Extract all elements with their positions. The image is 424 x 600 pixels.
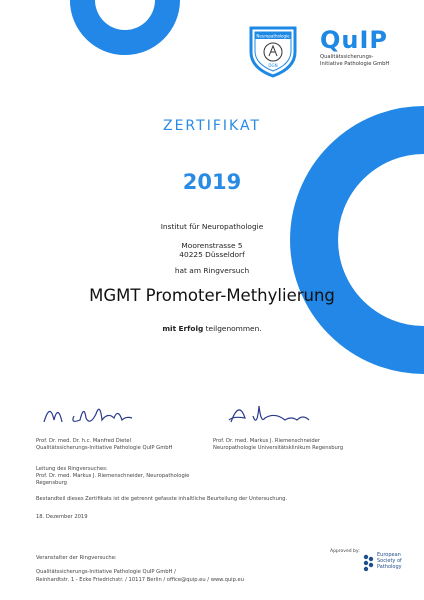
signature-left-caption xyxy=(36,438,172,452)
institute-city: 40225 Düsseldorf xyxy=(179,250,245,259)
organizer-block xyxy=(36,554,244,584)
seal-top-text: Neuropathologie xyxy=(256,33,290,39)
signature-riemenschneider xyxy=(225,398,335,434)
quip-logo-word: QuIP xyxy=(320,26,389,54)
organizer-line1: Qualitätssicherungs-Initiative Pathologie QuIP GmbH / xyxy=(36,569,176,575)
seal-bottom-text: DGN xyxy=(268,63,278,68)
certificate-note: Bestandteil dieses Zertifikats ist die getrennt gefasste inhaltliche Beurteilung der Untersuchung. xyxy=(36,496,288,502)
signature-dietel xyxy=(40,398,150,434)
quip-logo-subtitle xyxy=(320,54,412,67)
institute-street: Moorenstrasse 5 xyxy=(181,241,243,250)
lead-heading: Leitung des Ringversuches: xyxy=(36,466,108,472)
organizer-line2: Reinhardtstr. 1 - Ecke Friedrichstr. / 10117 Berlin / office@quip.eu / www.quip.eu xyxy=(36,577,245,583)
result-bold: Erfolg xyxy=(178,324,204,333)
lead-line1: Prof. Dr. med. Markus J. Riemenschneider, Neuropathologie xyxy=(36,473,190,479)
quip-sub-line2: Initiative Pathologie GmbH xyxy=(320,60,390,67)
lead-block xyxy=(36,466,189,487)
certificate-year: 2019 xyxy=(182,170,242,194)
result-line xyxy=(0,324,424,333)
organizer-heading: Veranstalter der Ringversuche: xyxy=(36,555,117,561)
signature-right-caption xyxy=(213,438,343,452)
result-suffix: teilgenommen. xyxy=(205,324,262,333)
neuropathology-seal-icon xyxy=(245,22,301,78)
signer-left-role: Qualitätssicherungs-Initiative Pathologie QuIP GmbH xyxy=(36,445,173,451)
esp-line1: European xyxy=(377,552,401,558)
signer-left-name: Prof. Dr. med. Dr. h.c. Manfred Dietel xyxy=(36,438,132,444)
signer-right-role: Neuropathologie Universitätsklinikum Regensburg xyxy=(213,445,344,451)
esp-line3: Pathology xyxy=(377,564,402,570)
test-name: MGMT Promoter-Methylierung xyxy=(89,286,335,305)
signer-right-name: Prof. Dr. med. Markus J. Riemenschneider xyxy=(213,438,321,444)
quip-sub-line1: Qualitätssicherungs- xyxy=(320,54,374,60)
institute-name: Institut für Neuropathologie xyxy=(160,222,264,231)
quip-logo xyxy=(320,28,412,67)
approved-by-label: Approved by: xyxy=(330,549,360,554)
certificate-date: 18. Dezember 2019 xyxy=(36,514,88,520)
lead-line2: Regensburg xyxy=(36,480,67,486)
certificate-label: ZERTIFIKAT xyxy=(163,118,261,134)
result-prefix: mit xyxy=(162,324,177,333)
esp-dots-icon xyxy=(362,554,376,572)
esp-line2: Society of xyxy=(377,558,402,564)
participation-text: hat am Ringversuch xyxy=(174,266,250,275)
